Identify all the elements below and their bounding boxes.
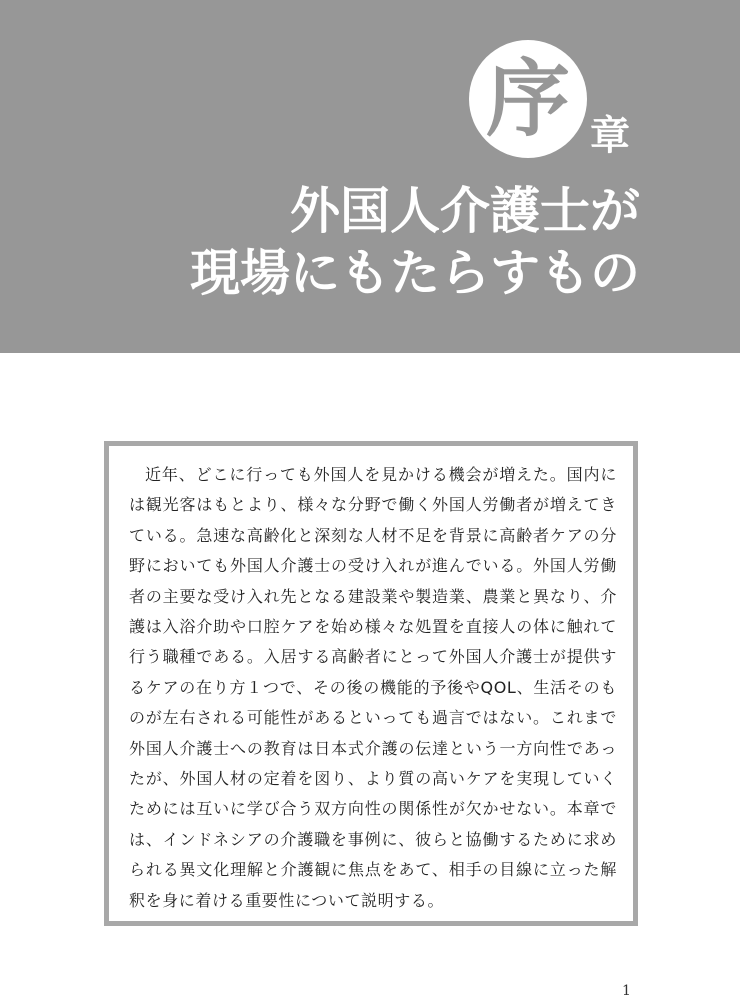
abstract-text: 近年、どこに行っても外国人を見かける機会が増えた。国内には観光客はもとより、様々な分野で働く外国人労働者が増えてきている。急速な高齢化と深刻な人材不足を背景に高齢者ケアの分野においても外国人介護士の受け入れが進んでいる。外国人労働者の主要な受け入れ先となる建設業や製造業、農業と異なり、介護は入浴介助や口腔ケアを始め様々な処置を直接人の体に触れて行う職種である。入居する高齢者にとって外国人介護士が提供するケアの在り方１つで、その後の機能的予後やQOL、生活そのものが左右される可能性があるといっても過言ではない。これまで外国人介護士への教育は日本式介護の伝達という一方向性であったが、外国人材の定着を図り、より質の高いケアを実現していくためには互いに学び合う双方向性の関係性が欠かせない。本章では、インドネシアの介護職を事例に、彼らと協働するために求められる異文化理解と介護観に焦点をあて、相手の目線に立った解釈を身に着ける重要性について説明する。 bbox=[129, 465, 617, 910]
abstract-box bbox=[104, 441, 638, 926]
chapter-title-line-2: 現場にもたらすもの bbox=[190, 244, 640, 302]
chapter-title bbox=[190, 180, 640, 304]
chapter-glyph: 序 bbox=[485, 50, 570, 148]
chapter-title-line-1: 外国人介護士が bbox=[290, 182, 640, 240]
page-number: 1 bbox=[622, 983, 631, 999]
chapter-suffix: 章 bbox=[590, 113, 630, 159]
